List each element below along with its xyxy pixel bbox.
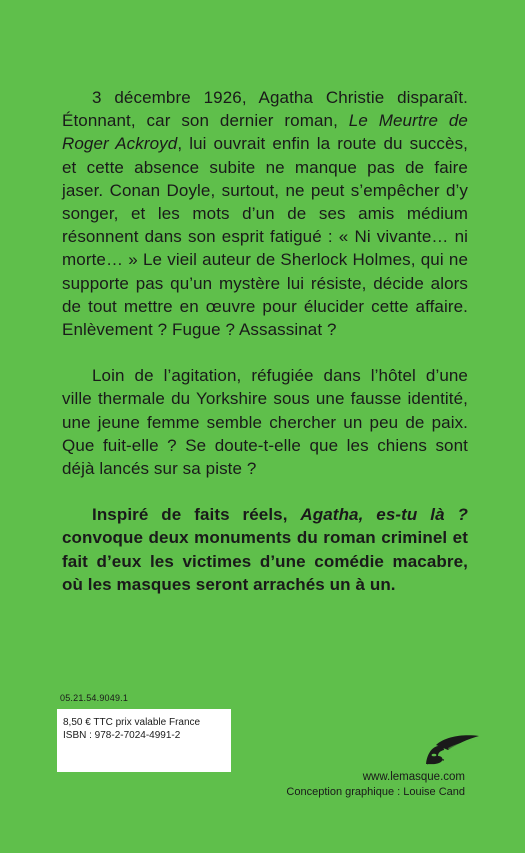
- blurb-text: [62, 86, 468, 596]
- design-credit: Conception graphique : Louise Cand: [286, 786, 465, 798]
- blurb-paragraph-3-text-b: convoque deux monuments du roman criminel et fait d’eux les victimes d’une comédie macabre, où les masques seront arrachés un à un.: [62, 528, 468, 594]
- reference-code: 05.21.54.9049.1: [60, 693, 129, 703]
- publisher-website: www.lemasque.com: [362, 771, 465, 783]
- isbn-label: ISBN : 978-2-7024-4991-2: [63, 730, 181, 741]
- blurb-paragraph-3-text-a: Inspiré de faits réels,: [92, 505, 301, 525]
- price-label: 8,50 € TTC prix valable France: [63, 717, 201, 728]
- book-title-reference: Le Meurtre de Roger Ackroyd: [62, 111, 468, 154]
- blurb-paragraph-3: [62, 503, 468, 596]
- blurb-paragraph-1-text-a: 3 décembre 1926, Agatha Christie disparaît. Étonnant, car son dernier roman,: [62, 88, 468, 131]
- blurb-paragraph-1: [62, 86, 468, 341]
- blurb-paragraph-1-text-b: , lui ouvrait enfin la route du succès, et cette absence subite ne manque pas de faire jaser. Conan Doyle, surtout, ne peut s’empêcher d’y songer, et les mots d’un de ses amis médium résonnent dans son esprit fatigué : « Ni vivante… ni morte… » Le vieil auteur de Sherlock Holmes, qui ne supporte pas qu’un mystère lui résiste, décide alors de tout mettre en œuvre pour élucider cette affaire. Enlèvement ? Fugue ? Assassinat ?: [62, 134, 468, 340]
- blurb-paragraph-2: Loin de l’agitation, réfugiée dans l’hôtel d’une ville thermale du Yorkshire sous une fausse identité, une jeune femme semble chercher un peu de paix. Que fuit-elle ? Se doute-t-elle que les chiens sont déjà lancés sur sa piste ?: [62, 366, 468, 479]
- book-title: Agatha, es-tu là ?: [300, 505, 468, 525]
- price-box: [57, 709, 231, 772]
- masked-face-with-quill-icon: [424, 733, 480, 767]
